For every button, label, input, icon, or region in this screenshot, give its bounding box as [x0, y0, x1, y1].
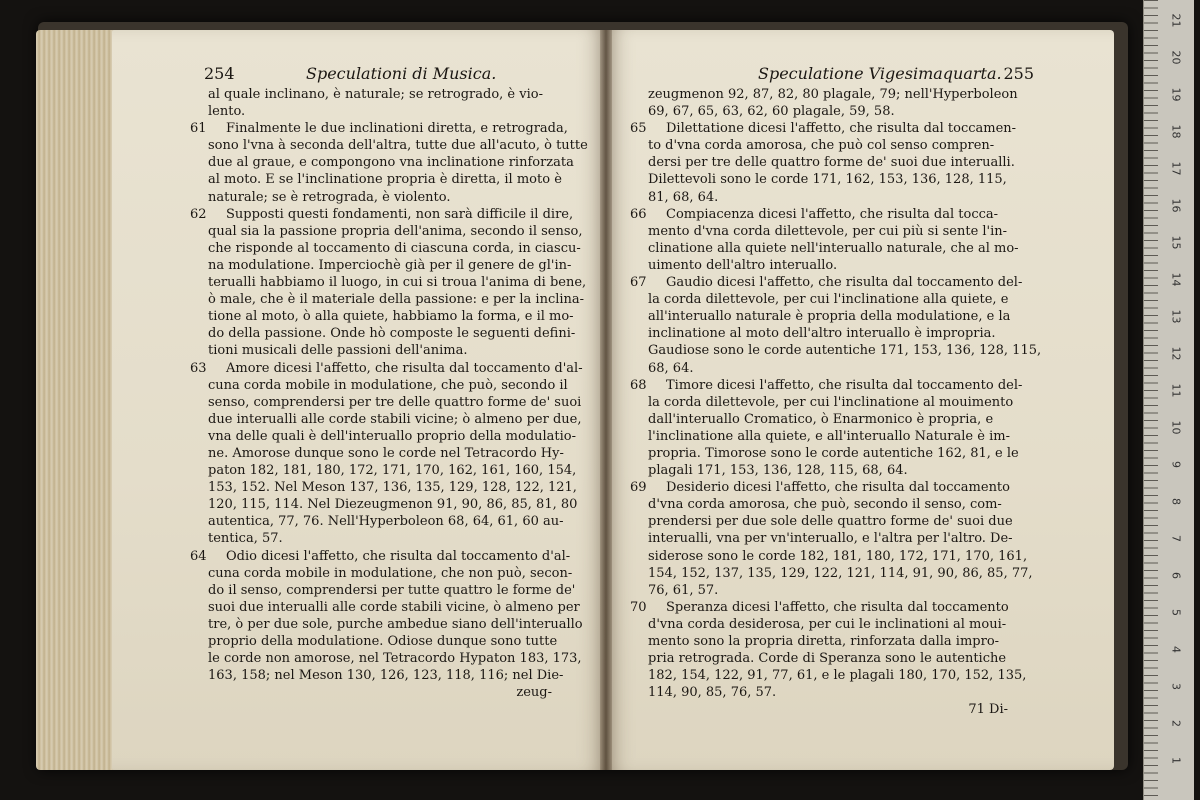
line-text: cuna corda mobile in modulatione, che non può, secon- — [208, 565, 573, 581]
line-text: Finalmente le due inclinationi diretta, e retrograda, — [226, 121, 568, 137]
text-line — [208, 257, 572, 274]
text-line — [208, 667, 564, 684]
line-text: due interualli alle corde stabili vicine; ò almeno per due, — [208, 411, 582, 427]
ruler-number: 6 — [1169, 572, 1183, 579]
text-line — [208, 240, 581, 257]
catchword: 71 Di- — [968, 702, 1008, 718]
line-text: propria. Timorose sono le corde autentiche 162, 81, e le — [648, 445, 1019, 461]
text-line — [208, 513, 564, 530]
text-line — [648, 565, 1033, 582]
line-text: 182, 154, 122, 91, 77, 61, e le plagali 180, 170, 152, 135, — [648, 668, 1027, 684]
text-line — [208, 428, 577, 445]
text-line — [630, 377, 1023, 394]
line-text: due al graue, e compongono vna inclinatione rinforzata — [208, 155, 574, 171]
text-line — [648, 633, 1016, 650]
line-text: tre, ò per due sole, purche ambedue siano dell'interuallo — [208, 616, 583, 632]
text-line — [648, 616, 1016, 633]
text-line — [648, 360, 1016, 377]
text-line — [208, 325, 576, 342]
line-text: clinatione alla quiete nell'interuallo naturale, che al mo- — [648, 240, 1019, 256]
catchword: zeug- — [516, 685, 552, 701]
line-text: d'vna corda desiderosa, per cui le inclinationi al moui- — [648, 616, 1007, 632]
line-text: 114, 90, 85, 76, 57. — [648, 685, 777, 701]
line-text: Timore dicesi l'affetto, che risulta dal toccamento del- — [666, 377, 1023, 393]
line-text: Amore dicesi l'affetto, che risulta dal toccamento d'al- — [226, 360, 583, 376]
line-text: 154, 152, 137, 135, 129, 122, 121, 114, 91, 90, 86, 85, 77, — [648, 565, 1033, 581]
line-text: al moto. E se l'inclinatione propria è diretta, il moto è — [208, 172, 562, 188]
line-text: na modulatione. Imperciochè già per il genere de gl'in- — [208, 257, 572, 273]
paragraph-number: 68 — [630, 377, 647, 393]
ruler-number: 1 — [1169, 757, 1183, 764]
line-text: Desiderio dicesi l'affetto, che risulta dal toccamento — [666, 480, 1010, 496]
line-text: siderose sono le corde 182, 181, 180, 172, 171, 170, 161, — [648, 548, 1028, 564]
text-line — [208, 479, 577, 496]
text-line — [648, 445, 1019, 462]
text-line — [648, 240, 1019, 257]
paragraph-number: 66 — [630, 206, 647, 222]
ruler-number: 13 — [1169, 309, 1183, 324]
left-page-number: 254 — [204, 64, 235, 83]
ruler-number: 8 — [1169, 498, 1183, 505]
line-text: prendersi per due sole delle quattro forme de' suoi due — [648, 514, 1013, 530]
line-text: do della passione. Onde hò composte le seguenti defini- — [208, 326, 576, 342]
text-line — [208, 411, 582, 428]
text-line — [648, 137, 1016, 154]
line-text: lento. — [208, 104, 246, 120]
left-body-text — [190, 86, 588, 701]
line-text: qual sia la passione propria dell'anima, secondo il senso, — [208, 223, 583, 239]
line-text: tioni musicali delle passioni dell'anima. — [208, 343, 468, 359]
paragraph-number: 62 — [190, 206, 207, 222]
text-line — [208, 565, 573, 582]
text-line — [208, 377, 568, 394]
line-text: suoi due interualli alle corde stabili vicine, ò almeno per — [208, 599, 580, 615]
line-text: che risponde al toccamento di ciascuna corda, in ciascu- — [208, 240, 581, 256]
line-text: Supposti questi fondamenti, non sarà difficile il dire, — [226, 206, 574, 222]
paragraph-number: 67 — [630, 275, 647, 291]
ruler-number: 20 — [1169, 50, 1183, 65]
line-text: inclinatione al moto dell'altro interuallo è impropria. — [648, 326, 996, 342]
text-line — [190, 120, 568, 137]
ruler-number: 14 — [1169, 272, 1183, 287]
line-text: dall'interuallo Cromatico, ò Enarmonico è propria, e — [648, 411, 994, 427]
paragraph-number: 70 — [630, 599, 647, 615]
ruler-number: 3 — [1169, 683, 1183, 690]
text-line — [630, 274, 1023, 291]
text-line — [648, 291, 1016, 308]
line-text: zeugmenon 92, 87, 82, 80 plagale, 79; nell'Hyperboleon — [648, 87, 1018, 102]
text-line — [648, 154, 1016, 171]
text-line — [208, 445, 564, 462]
text-line — [208, 291, 585, 308]
text-line — [630, 120, 1017, 137]
line-text: le corde non amorose, nel Tetracordo Hypaton 183, 173, — [208, 651, 582, 667]
text-line — [208, 103, 560, 120]
ruler-number: 12 — [1169, 346, 1183, 361]
text-line — [190, 548, 571, 565]
ruler-number: 18 — [1169, 124, 1183, 139]
line-text: tione al moto, ò alla quiete, habbiamo la forma, e il mo- — [208, 309, 574, 325]
right-page-number: 255 — [1003, 64, 1034, 83]
line-text: interualli, vna per vn'interuallo, e l'altra per l'altro. De- — [648, 531, 1013, 547]
text-line — [208, 530, 560, 547]
line-text: pria retrograda. Corde di Speranza sono le autentiche — [648, 651, 1007, 667]
text-line — [208, 599, 580, 616]
text-line — [190, 206, 574, 223]
text-line — [648, 257, 1016, 274]
text-line — [648, 103, 1016, 120]
text-line — [648, 684, 1016, 701]
page-edges — [36, 30, 114, 770]
left-running-head — [204, 64, 586, 88]
paragraph-number: 63 — [190, 360, 207, 376]
line-text: 120, 115, 114. Nel Diezeugmenon 91, 90, 86, 85, 81, 80 — [208, 497, 578, 513]
text-line — [208, 342, 560, 359]
text-line — [208, 308, 574, 325]
line-text: proprio della modulatione. Odiose dunque sono tutte — [208, 634, 558, 649]
paragraph-number: 65 — [630, 121, 647, 137]
line-text: la corda dilettevole, per cui l'inclinatione alla quiete, e — [648, 292, 1009, 308]
text-line — [648, 513, 1016, 530]
ruler-number: 9 — [1169, 461, 1183, 468]
left-page — [112, 30, 606, 770]
ruler-number: 21 — [1169, 13, 1183, 28]
text-line — [648, 394, 1016, 411]
line-text: paton 182, 181, 180, 172, 171, 170, 162, 161, 160, 154, — [208, 463, 577, 479]
text-line — [208, 154, 574, 171]
ruler-number: 16 — [1169, 198, 1183, 213]
line-text: 76, 61, 57. — [648, 582, 719, 598]
left-running-title: Speculationi di Musica. — [306, 64, 497, 83]
paragraph-number: 69 — [630, 480, 647, 496]
line-text: Gaudiose sono le corde autentiche 171, 153, 136, 128, 115, — [648, 343, 1042, 359]
ruler-number: 17 — [1169, 161, 1183, 176]
text-line — [648, 650, 1016, 667]
line-text: ò male, che è il materiale della passione: e per la inclina- — [208, 292, 585, 308]
line-text: l'inclinatione alla quiete, e all'interuallo Naturale è im- — [648, 428, 1010, 444]
line-text: al quale inclinano, è naturale; se retrogrado, è vio- — [208, 87, 543, 102]
line-text: plagali 171, 153, 136, 128, 115, 68, 64. — [648, 463, 908, 479]
line-text: Gaudio dicesi l'affetto, che risulta dal toccamento del- — [666, 275, 1023, 291]
text-line — [648, 223, 1016, 240]
text-line — [648, 582, 1016, 599]
text-line — [648, 325, 1016, 342]
line-text: ne. Amorose dunque sono le corde nel Tetracordo Hy- — [208, 445, 564, 461]
line-text: autentica, 77, 76. Nell'Hyperboleon 68, 64, 61, 60 au- — [208, 514, 564, 530]
line-text: mento d'vna corda dilettevole, per cui più si sente l'in- — [648, 223, 1008, 239]
line-text: Dilettevoli sono le corde 171, 162, 153, 136, 128, 115, — [648, 172, 1007, 188]
ruler-number: 7 — [1169, 535, 1183, 542]
line-text: sono l'vna à seconda dell'altra, tutte due all'acuto, ò tutte — [208, 138, 588, 154]
text-line — [648, 530, 1016, 547]
ruler-number: 10 — [1169, 420, 1183, 435]
right-body-text — [630, 86, 1042, 718]
line-text: tentica, 57. — [208, 531, 283, 547]
line-text: Speranza dicesi l'affetto, che risulta dal toccamento — [666, 599, 1009, 615]
line-text: vna delle quali è dell'interuallo proprio della modulatio- — [208, 428, 577, 444]
text-line — [630, 479, 1016, 496]
text-line — [190, 360, 583, 377]
text-line — [648, 171, 1016, 188]
ruler-number: 19 — [1169, 87, 1183, 102]
line-text: 81, 68, 64. — [648, 189, 719, 205]
line-text: dersi per tre delle quattro forme de' suoi due interualli. — [648, 155, 1015, 171]
text-line — [648, 189, 1016, 206]
text-line — [648, 667, 1027, 684]
paragraph-number: 61 — [190, 121, 207, 137]
line-text: all'interuallo naturale è propria della modulatione, e la — [648, 309, 1011, 325]
right-running-title: Speculatione Vigesimaquarta. — [758, 64, 1002, 83]
line-text: Dilettatione dicesi l'affetto, che risulta dal toccamen- — [666, 121, 1017, 137]
text-line — [648, 496, 1016, 513]
text-line — [648, 548, 1028, 565]
text-line — [208, 189, 560, 206]
text-line — [648, 308, 1016, 325]
line-text: Compiacenza dicesi l'affetto, che risulta dal tocca- — [666, 206, 999, 222]
line-text: cuna corda mobile in modulatione, che può, secondo il — [208, 377, 568, 393]
text-line — [208, 274, 587, 291]
text-line — [208, 496, 578, 513]
text-line — [648, 462, 1016, 479]
right-page — [606, 30, 1114, 770]
line-text: terualli habbiamo il luogo, in cui si troua l'anima di bene, — [208, 275, 587, 291]
text-line — [630, 206, 1016, 223]
line-text: uimento dell'altro interuallo. — [648, 257, 838, 273]
line-text: 153, 152. Nel Meson 137, 136, 135, 129, 128, 122, 121, — [208, 480, 577, 496]
text-line — [208, 137, 588, 154]
text-line — [208, 394, 582, 411]
text-line — [648, 342, 1042, 359]
ruler-number: 11 — [1169, 383, 1183, 398]
measuring-ruler — [1143, 0, 1194, 800]
text-line — [208, 650, 582, 667]
text-line — [208, 223, 583, 240]
text-line — [208, 582, 576, 599]
text-line — [648, 86, 1016, 103]
text-line — [630, 599, 1016, 616]
line-text: senso, comprendersi per tre delle quattro forme de' suoi — [208, 394, 582, 410]
line-text: do il senso, comprendersi per tutte quattro le forme de' — [208, 582, 576, 598]
line-text: naturale; se è retrograda, è violento. — [208, 189, 451, 205]
text-line — [648, 428, 1016, 445]
line-text: 68, 64. — [648, 360, 694, 376]
line-text: d'vna corda amorosa, che può, secondo il senso, com- — [648, 497, 1002, 513]
text-line — [208, 616, 583, 633]
right-running-head — [646, 64, 1034, 88]
ruler-number: 5 — [1169, 609, 1183, 616]
ruler-number: 15 — [1169, 235, 1183, 250]
line-text: to d'vna corda amorosa, che può col senso compren- — [648, 138, 995, 154]
text-line — [208, 633, 560, 650]
gutter — [600, 30, 612, 770]
text-line — [208, 86, 560, 103]
text-line — [648, 411, 1016, 428]
ruler-number: 2 — [1169, 720, 1183, 727]
text-line — [208, 462, 577, 479]
line-text: 69, 67, 65, 63, 62, 60 plagale, 59, 58. — [648, 104, 895, 120]
ruler-number: 4 — [1169, 646, 1183, 653]
paragraph-number: 64 — [190, 548, 207, 564]
line-text: Odio dicesi l'affetto, che risulta dal toccamento d'al- — [226, 548, 571, 564]
line-text: la corda dilettevole, per cui l'inclinatione al mouimento — [648, 394, 1014, 410]
line-text: 163, 158; nel Meson 130, 126, 123, 118, 116; nel Die- — [208, 668, 564, 684]
text-line — [208, 171, 560, 188]
line-text: mento sono la propria diretta, rinforzata dalla impro- — [648, 634, 1000, 649]
